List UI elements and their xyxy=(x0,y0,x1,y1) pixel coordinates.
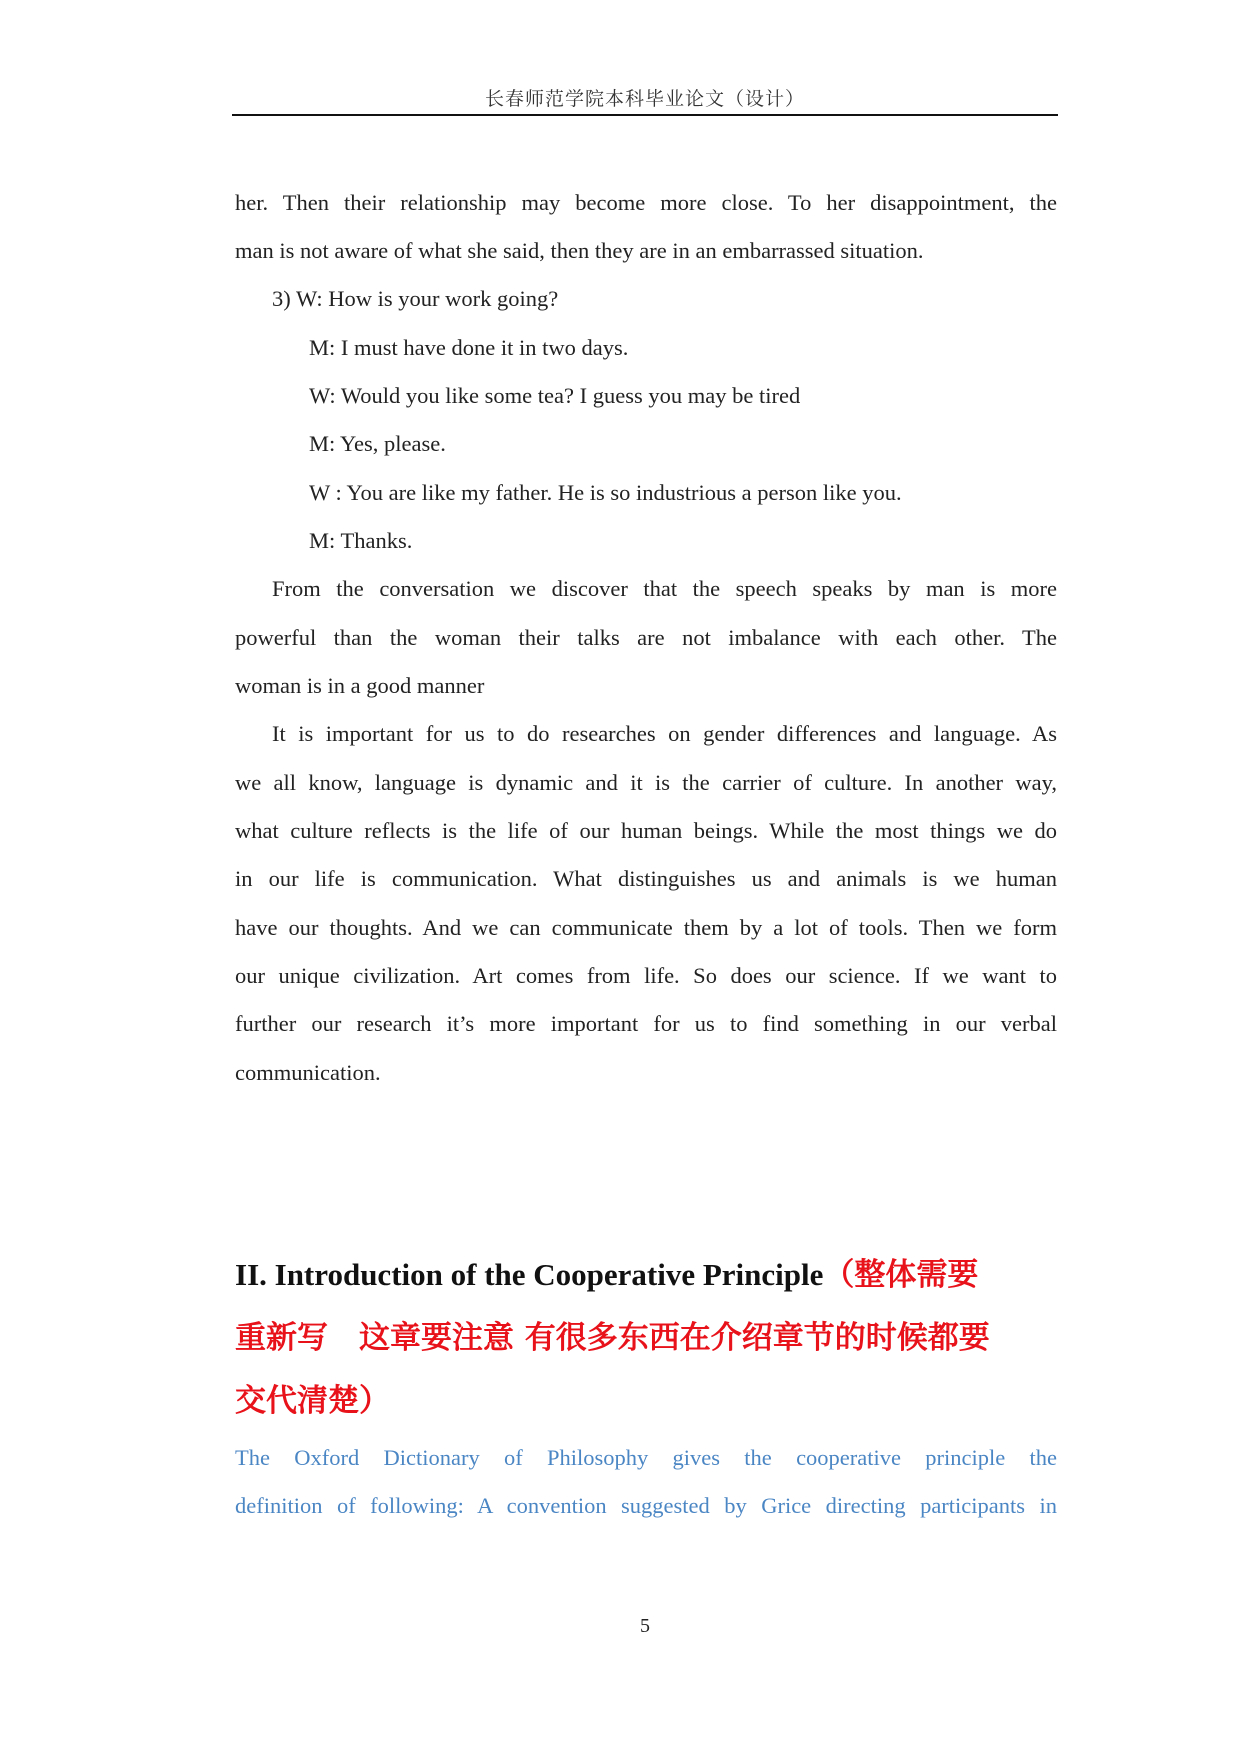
section-heading-title: II. Introduction of the Cooperative Principle xyxy=(235,1257,824,1292)
highlighted-body-line: The Oxford Dictionary of Philosophy gives the cooperative principle the xyxy=(235,1445,1057,1470)
body-line: From the conversation we discover that the speech speaks by man is more xyxy=(272,576,1057,601)
dialogue-line: M: I must have done it in two days. xyxy=(309,335,629,360)
body-line: further our research it’s more important for us to find something in our verbal xyxy=(235,1011,1057,1036)
dialogue-line: W: Would you like some tea? I guess you may be tired xyxy=(309,383,801,408)
body-line: have our thoughts. And we can communicate them by a lot of tools. Then we form xyxy=(235,915,1057,940)
section-heading-annotation: （整体需要 xyxy=(823,1257,979,1293)
section-heading xyxy=(235,1253,1057,1297)
dialogue-line: M: Thanks. xyxy=(309,528,413,553)
dialogue-line: M: Yes, please. xyxy=(309,431,446,456)
header-rule xyxy=(232,114,1058,116)
body-line: man is not aware of what she said, then they are in an embarrassed situation. xyxy=(235,238,924,263)
page-header-title: 长春师范学院本科毕业论文（设计） xyxy=(484,89,805,110)
dialogue-line: 3) W: How is your work going? xyxy=(272,286,559,311)
highlighted-body-line: definition of following: A convention suggested by Grice directing participants in xyxy=(235,1493,1057,1518)
body-line: communication. xyxy=(235,1060,381,1085)
body-line: we all know, language is dynamic and it is the carrier of culture. In another way, xyxy=(235,770,1057,795)
body-line: in our life is communication. What distinguishes us and animals is we human xyxy=(235,866,1057,891)
body-line: woman is in a good manner xyxy=(235,673,485,698)
dialogue-line: W : You are like my father. He is so industrious a person like you. xyxy=(309,480,902,505)
body-line: our unique civilization. Art comes from life. So does our science. If we want to xyxy=(235,963,1057,988)
body-line: what culture reflects is the life of our human beings. While the most things we do xyxy=(235,818,1057,843)
body-line: powerful than the woman their talks are not imbalance with each other. The xyxy=(235,625,1057,650)
body-line: It is important for us to do researches on gender differences and language. As xyxy=(272,721,1057,746)
body-line: her. Then their relationship may become more close. To her disappointment, the xyxy=(235,190,1057,215)
section-heading-annotation: 重新写 这章要注意 有很多东西在介绍章节的时候都要 xyxy=(235,1320,990,1356)
section-heading-annotation: 交代清楚） xyxy=(235,1383,390,1419)
page-number: 5 xyxy=(640,1615,650,1637)
